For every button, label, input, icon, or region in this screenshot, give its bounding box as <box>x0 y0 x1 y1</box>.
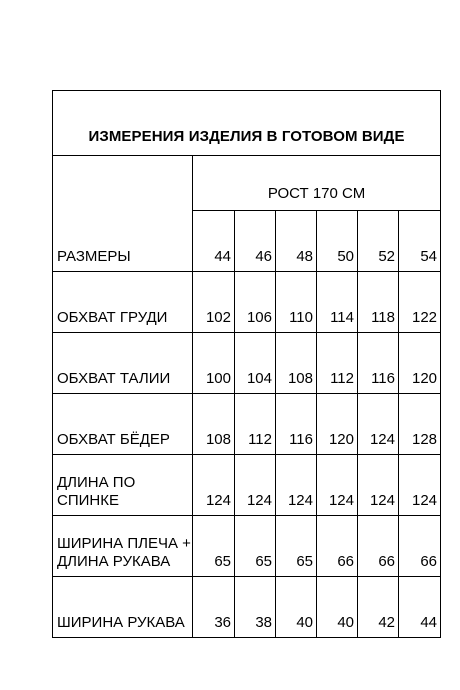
title-row <box>53 91 441 156</box>
table-row <box>53 272 441 333</box>
table-row <box>53 577 441 638</box>
value-cell: 108 <box>193 394 235 455</box>
table-title: ИЗМЕРЕНИЯ ИЗДЕЛИЯ В ГОТОВОМ ВИДЕ <box>53 91 441 156</box>
value-cell: 120 <box>399 333 441 394</box>
value-cell: 110 <box>276 272 317 333</box>
value-cell: 114 <box>317 272 358 333</box>
value-cell: 124 <box>399 455 441 516</box>
value-cell: 112 <box>235 394 276 455</box>
table-row <box>53 516 441 577</box>
row-label-line: ОБХВАТ ТАЛИИ <box>57 370 171 388</box>
table-row <box>53 455 441 516</box>
size-cell: 52 <box>358 211 399 272</box>
size-cell: 50 <box>317 211 358 272</box>
size-cell: 48 <box>276 211 317 272</box>
row-label-line: ОБХВАТ ГРУДИ <box>57 309 168 327</box>
value-cell: 42 <box>358 577 399 638</box>
value-cell: 118 <box>358 272 399 333</box>
size-chart-table <box>52 90 441 638</box>
value-cell: 44 <box>399 577 441 638</box>
size-cell: 54 <box>399 211 441 272</box>
size-cell: 44 <box>193 211 235 272</box>
value-cell: 122 <box>399 272 441 333</box>
value-cell: 65 <box>193 516 235 577</box>
table-row <box>53 394 441 455</box>
row-label <box>53 394 193 455</box>
value-cell: 112 <box>317 333 358 394</box>
table-row <box>53 333 441 394</box>
row-label-line: СПИНКЕ <box>57 492 119 510</box>
row-label <box>53 577 193 638</box>
sizes-label: РАЗМЕРЫ <box>53 156 193 272</box>
value-cell: 124 <box>317 455 358 516</box>
value-cell: 40 <box>276 577 317 638</box>
value-cell: 116 <box>358 333 399 394</box>
value-cell: 128 <box>399 394 441 455</box>
row-label-line: ОБХВАТ БЁДЕР <box>57 431 170 449</box>
value-cell: 38 <box>235 577 276 638</box>
value-cell: 124 <box>358 455 399 516</box>
row-label <box>53 272 193 333</box>
value-cell: 124 <box>276 455 317 516</box>
row-label-line: ШИРИНА ПЛЕЧА + <box>57 534 191 552</box>
value-cell: 36 <box>193 577 235 638</box>
value-cell: 100 <box>193 333 235 394</box>
value-cell: 124 <box>235 455 276 516</box>
row-label <box>53 455 193 516</box>
height-row <box>53 156 441 211</box>
value-cell: 66 <box>358 516 399 577</box>
height-label: РОСТ 170 СМ <box>193 156 441 211</box>
row-label-line: ДЛИНА ПО <box>57 473 136 491</box>
value-cell: 66 <box>399 516 441 577</box>
value-cell: 124 <box>358 394 399 455</box>
row-label <box>53 516 193 577</box>
size-cell: 46 <box>235 211 276 272</box>
value-cell: 66 <box>317 516 358 577</box>
value-cell: 65 <box>235 516 276 577</box>
row-label <box>53 333 193 394</box>
value-cell: 120 <box>317 394 358 455</box>
value-cell: 116 <box>276 394 317 455</box>
value-cell: 40 <box>317 577 358 638</box>
row-label-line: ДЛИНА РУКАВА <box>57 553 171 571</box>
row-label-line: ШИРИНА РУКАВА <box>57 614 185 632</box>
value-cell: 102 <box>193 272 235 333</box>
value-cell: 108 <box>276 333 317 394</box>
value-cell: 124 <box>193 455 235 516</box>
value-cell: 104 <box>235 333 276 394</box>
value-cell: 106 <box>235 272 276 333</box>
value-cell: 65 <box>276 516 317 577</box>
